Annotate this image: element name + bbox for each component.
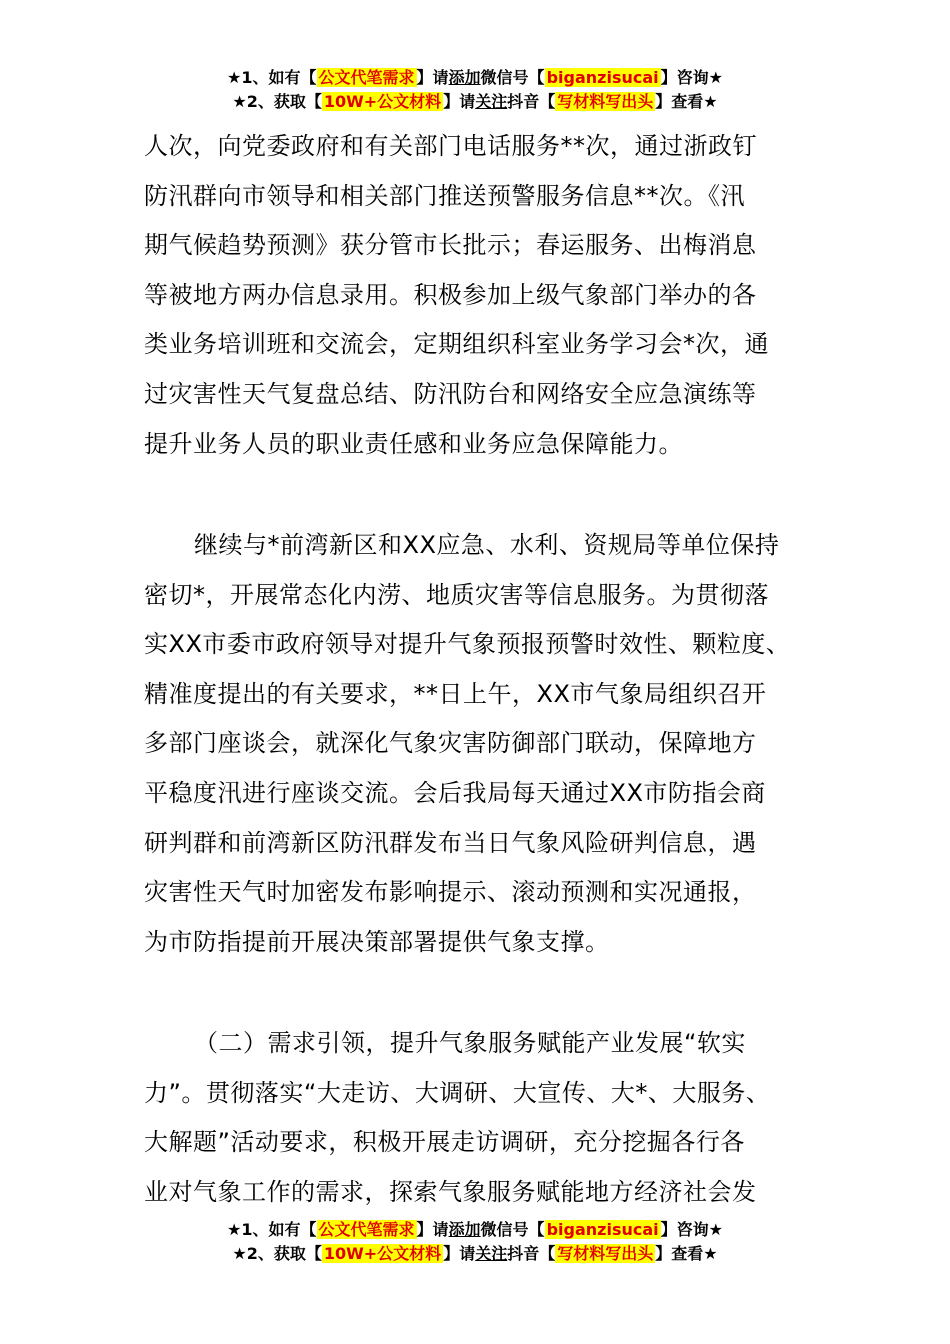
banner-highlight: 10W+公文材料: [323, 1244, 442, 1263]
banner-text: ★2、获取【: [232, 1244, 322, 1263]
text-line: 等被地方两办信息录用。积极参加上级气象部门举办的各: [144, 280, 757, 309]
paragraph-3: [144, 1019, 824, 1217]
text-line: 为市防指提前开展决策部署提供气象支撑。: [144, 927, 610, 956]
banner-highlight: biganzisucai: [546, 1220, 659, 1239]
banner-underlined-text: 关注: [475, 1244, 508, 1263]
paragraph-1: [144, 122, 824, 469]
text-line: 力”。贯彻落实“大走访、大调研、大宣传、大*、大服务、: [144, 1078, 771, 1107]
text-line: 继续与*前湾新区和XX应急、水利、资规局等单位保持: [194, 531, 780, 559]
banner-line-1: [0, 66, 950, 90]
banner-highlight: 10W+公文材料: [323, 92, 442, 111]
banner-text: 】请: [416, 1220, 449, 1239]
banner-highlight: 公文代笔需求: [318, 1220, 415, 1239]
banner-highlight: 公文代笔需求: [318, 68, 415, 87]
banner-text: 】查看★: [655, 92, 718, 111]
paragraph-2: [144, 521, 824, 967]
text-line: 多部门座谈会，就深化气象灾害防御部门联动，保障地方: [144, 729, 757, 758]
text-line: 期气候趋势预测》获分管市长批示；春运服务、出梅消息: [144, 231, 757, 260]
banner-line-2: [0, 1242, 950, 1266]
banner-text: 】查看★: [655, 1244, 718, 1263]
banner-text: 】咨询★: [660, 1220, 723, 1239]
banner-text: 】咨询★: [660, 68, 723, 87]
banner-line-1: [0, 1218, 950, 1242]
banner-text: ★1、如有【: [227, 68, 317, 87]
text-line: 大解题”活动要求，积极开展走访调研，充分挖掘各行各: [144, 1128, 745, 1157]
banner-text: 抖音【: [507, 92, 556, 111]
text-line: 研判群和前湾新区防汛群发布当日气象风险研判信息，遇: [144, 828, 757, 857]
banner-underlined-text: 添加: [448, 1220, 481, 1239]
text-line: 人次，向党委政府和有关部门电话服务**次，通过浙政钉: [144, 132, 757, 160]
banner-highlight: biganzisucai: [546, 68, 659, 87]
banner-text: 微信号【: [480, 1220, 545, 1239]
banner-underlined-text: 添加: [448, 68, 481, 87]
text-line: 密切*，开展常态化内涝、地质灾害等信息服务。为贯彻落: [144, 580, 769, 609]
banner-line-2: [0, 90, 950, 114]
footer-banner: [0, 1218, 950, 1266]
banner-text: ★1、如有【: [227, 1220, 317, 1239]
banner-text: ★2、获取【: [232, 92, 322, 111]
banner-highlight: 写材料写出头: [557, 1244, 654, 1263]
header-banner: [0, 66, 950, 114]
text-line: 过灾害性天气复盘总结、防汛防台和网络安全应急演练等: [144, 379, 757, 408]
text-line: 平稳度汛进行座谈交流。会后我局每天通过XX市防指会商: [144, 778, 766, 807]
text-line: 业对气象工作的需求，探索气象服务赋能地方经济社会发: [144, 1177, 757, 1206]
text-line: 提升业务人员的职业责任感和业务应急保障能力。: [144, 429, 683, 458]
text-line: （二）需求引领，提升气象服务赋能产业发展“软实: [194, 1029, 746, 1057]
banner-text: 抖音【: [507, 1244, 556, 1263]
banner-text: 】请: [443, 1244, 476, 1263]
banner-highlight: 写材料写出头: [557, 92, 654, 111]
text-line: 类业务培训班和交流会，定期组织科室业务学习会*次，通: [144, 330, 769, 359]
banner-underlined-text: 关注: [475, 92, 508, 111]
banner-text: 微信号【: [480, 68, 545, 87]
text-line: 实XX市委市政府领导对提升气象预报预警时效性、颗粒度、: [144, 630, 791, 659]
text-line: 防汛群向市领导和相关部门推送预警服务信息**次。《汛: [144, 181, 745, 210]
text-line: 精准度提出的有关要求，**日上午，XX市气象局组织召开: [144, 679, 767, 708]
text-line: 灾害性天气时加密发布影响提示、滚动预测和实况通报，: [144, 878, 757, 907]
banner-text: 】请: [443, 92, 476, 111]
banner-text: 】请: [416, 68, 449, 87]
